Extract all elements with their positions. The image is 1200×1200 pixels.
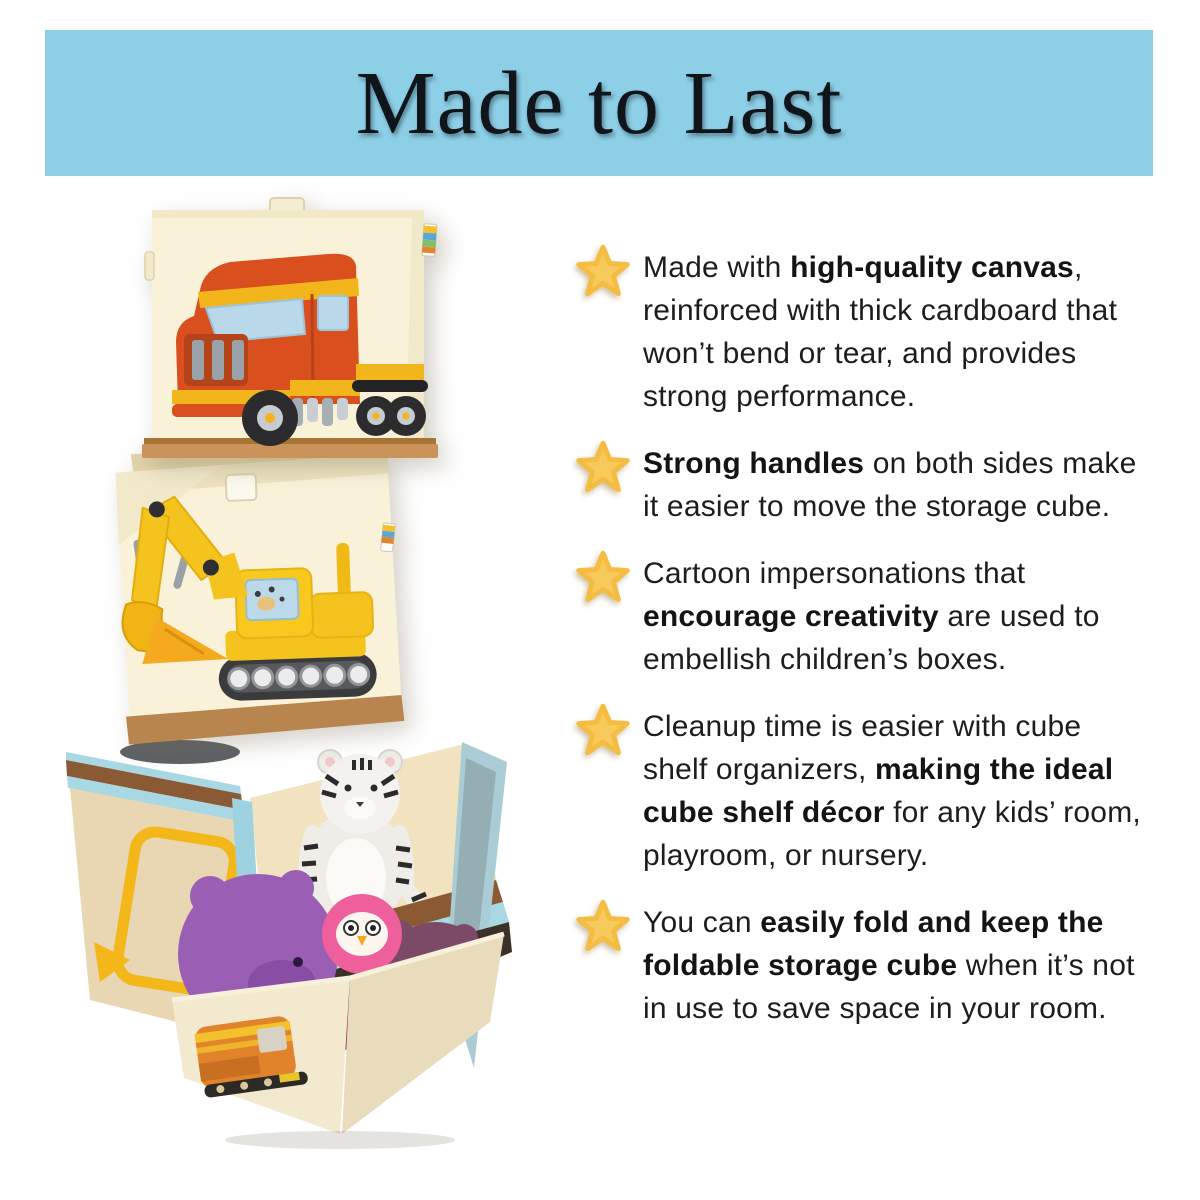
star-icon <box>576 703 630 757</box>
cube-top-tab <box>226 474 257 501</box>
star-icon <box>576 550 630 604</box>
feature-text: Cartoon impersonations that encourage creativity are used to embellish children’s boxes. <box>643 557 1100 676</box>
feature-text: You can easily fold and keep the foldable storage cube when it’s not in use to save space in your room. <box>643 906 1135 1025</box>
owl-plush <box>322 894 402 974</box>
feature-item <box>576 552 1146 681</box>
silver-divider <box>45 176 1153 187</box>
feature-text: Strong handles on both sides make it easier to move the storage cube. <box>643 447 1137 523</box>
feature-text: Made with high-quality canvas, reinforced with thick cardboard that won’t bend or tear, and provides strong performance. <box>643 251 1118 413</box>
feature-item <box>576 705 1146 877</box>
header-banner <box>45 30 1153 176</box>
truck-storage-cube-image <box>142 194 440 466</box>
star-icon <box>576 899 630 953</box>
feature-item <box>576 246 1146 418</box>
page-title: Made to Last <box>355 53 843 153</box>
feature-list <box>576 246 1146 1054</box>
cube-side-tag <box>380 523 395 552</box>
feature-text: Cleanup time is easier with cube shelf organizers, making the ideal cube shelf décor for any kids’ room, playroom, or nursery. <box>643 710 1141 872</box>
shelf-with-toys-photo <box>60 736 548 1152</box>
star-icon <box>576 244 630 298</box>
feature-item <box>576 901 1146 1030</box>
star-icon <box>576 440 630 494</box>
excavator-storage-cube-image <box>106 444 406 754</box>
cube-side-tag <box>422 224 437 257</box>
feature-item <box>576 442 1146 528</box>
